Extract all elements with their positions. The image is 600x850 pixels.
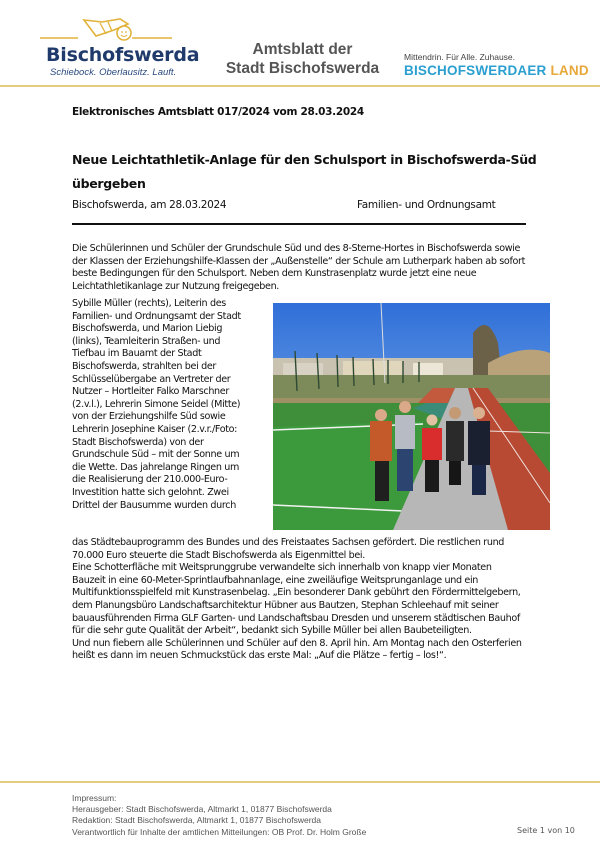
impressum-line: Herausgeber: Stadt Bischofswerda, Altmarkt 1, 01877 Bischofswerda	[72, 804, 332, 815]
text-line: Sybille Müller (rechts), Leiterin des	[72, 298, 226, 309]
text-line: die Realisierung der 210.000-Euro-	[72, 474, 228, 486]
text-line: Eine Schotterfläche mit Weitsprunggrube verwandelte sich innerhalb von knapp vier Monaten	[72, 562, 492, 574]
issue-line: Elektronisches Amtsblatt 017/2024 vom 28.03.2024	[72, 106, 364, 118]
region-logo	[404, 52, 589, 78]
text-line: Multifunktionsspielfeld mit Kunstrasenbelag. „Ein besonderer Dank gebührt den Fördermittelgebern,	[72, 587, 521, 599]
logo-slogan: Schiebock. Oberlausitz. Lauft.	[50, 67, 177, 78]
text-line: Und nun fiebern alle Schülerinnen und Schüler auf den 8. April hin. Am Montag nach den Osterferien	[72, 637, 522, 649]
logo-mascot-icon	[40, 14, 180, 44]
text-line: die Wette. Das jahrelange Ringen um	[72, 461, 240, 473]
impressum-line: Verantwortlich für Inhalte der amtlichen Mitteilungen: OB Prof. Dr. Holm Große	[72, 826, 367, 837]
text-line: Bauzeit in eine 60-Meter-Sprintlaufbahnanlage, eine zweiläufige Weitsprunganlage und ein	[72, 574, 479, 586]
region-name-part1: BISCHOFSWERDAER	[404, 63, 547, 78]
text-line: das Städtebauprogramm des Bundes und des Freistaates Sachsen gefördert. Die restlichen rund	[72, 537, 505, 548]
region-tagline: Mittendrin. Für Alle. Zuhause.	[404, 52, 516, 62]
text-line: Bischofswerda, und Marion Liebig	[72, 323, 223, 335]
city-logo	[40, 14, 200, 80]
header-divider	[0, 85, 600, 87]
dateline: Bischofswerda, am 28.03.2024	[72, 199, 227, 211]
article-intro	[72, 243, 600, 293]
text-line: bauausführenden Firma GLF Garten- und Landschaftsbau Dresden und unserem städtischen Bauhof	[72, 612, 520, 624]
text-line: Grundschule Süd – mit der Sonne um	[72, 449, 240, 461]
text-line: der Klassen der Erziehungshilfe-Klassen der „Außenstelle“ der Schule am Lutherpark haben ab sofort	[72, 255, 526, 267]
text-line: von der Erziehungshilfe Süd sowie	[72, 411, 226, 423]
sports-field-photo	[273, 303, 550, 530]
page-number: Seite 1 von 10	[517, 826, 575, 835]
title-divider	[72, 223, 526, 225]
region-name	[404, 63, 589, 78]
text-line: Drittel der Bausumme wurden durch	[72, 499, 236, 511]
page-header	[0, 0, 600, 84]
text-line: 70.000 Euro steuerte die Stadt Bischofswerda als Eigenmittel bei.	[72, 549, 365, 561]
text-line: dem Planungsbüro Landschaftsarchitektur Hübner aus Bautzen, Stephan Schleehauf mit seiner	[72, 599, 499, 611]
impressum	[72, 793, 366, 838]
text-line: Leichtathletikanlage zur Nutzung freigegeben.	[72, 280, 280, 292]
text-line: Tiefbau im Bauamt der Stadt	[72, 348, 202, 360]
publication-title-line2: Stadt Bischofswerda	[225, 60, 380, 77]
article-continuation	[72, 537, 600, 663]
region-name-part2: LAND	[550, 63, 589, 78]
text-line: (links), Teamleiterin Straßen- und	[72, 335, 221, 347]
text-line: Stadt Bischofswerda) von der	[72, 436, 204, 448]
impressum-heading: Impressum:	[72, 793, 117, 803]
text-line: Die Schülerinnen und Schüler der Grundschule Süd und des 8-Sterne-Hortes in Bischofswerda sowie	[72, 243, 521, 254]
text-line: heißt es dann im neuen Schmuckstück das erste Mal: „Auf die Plätze – fertig – los!“.	[72, 650, 447, 662]
article-title: Neue Leichtathletik-Anlage für den Schulsport in Bischofswerda-Süd übergeben	[72, 152, 537, 191]
text-line: Lehrerin Josephine Kaiser (2.v.r./Foto:	[72, 423, 238, 435]
text-line: Investition hatte sich gelohnt. Zwei	[72, 486, 229, 498]
text-line: Schlüsselübergabe an Vertreter der	[72, 373, 231, 385]
text-line: Familien- und Ordnungsamt der Stadt	[72, 310, 241, 322]
publication-title-line1: Amtsblatt der	[252, 41, 353, 58]
footer-divider	[0, 781, 600, 783]
publication-title	[215, 40, 390, 78]
text-line: Bischofswerda, strahlten bei der	[72, 360, 217, 372]
text-line: (2.v.l.), Lehrerin Simone Seidel (Mitte)	[72, 398, 241, 410]
text-line: für die sehr gute Qualität der Arbeit“, bedankt sich Sybille Müller bei allen Baubeteiligten.	[72, 625, 472, 637]
text-line: Nutzer – Hortleiter Falko Marschner	[72, 386, 229, 398]
impressum-line: Redaktion: Stadt Bischofswerda, Altmarkt 1, 01877 Bischofswerda	[72, 815, 321, 826]
logo-name: Bischofswerda	[46, 44, 200, 66]
department: Familien- und Ordnungsamt	[357, 199, 496, 211]
text-line: beste Bedingungen für den Schulsport. Neben dem Kunstrasenplatz wurde jetzt eine neue	[72, 268, 477, 280]
photo-caption	[72, 298, 272, 512]
article-photo	[273, 303, 550, 530]
